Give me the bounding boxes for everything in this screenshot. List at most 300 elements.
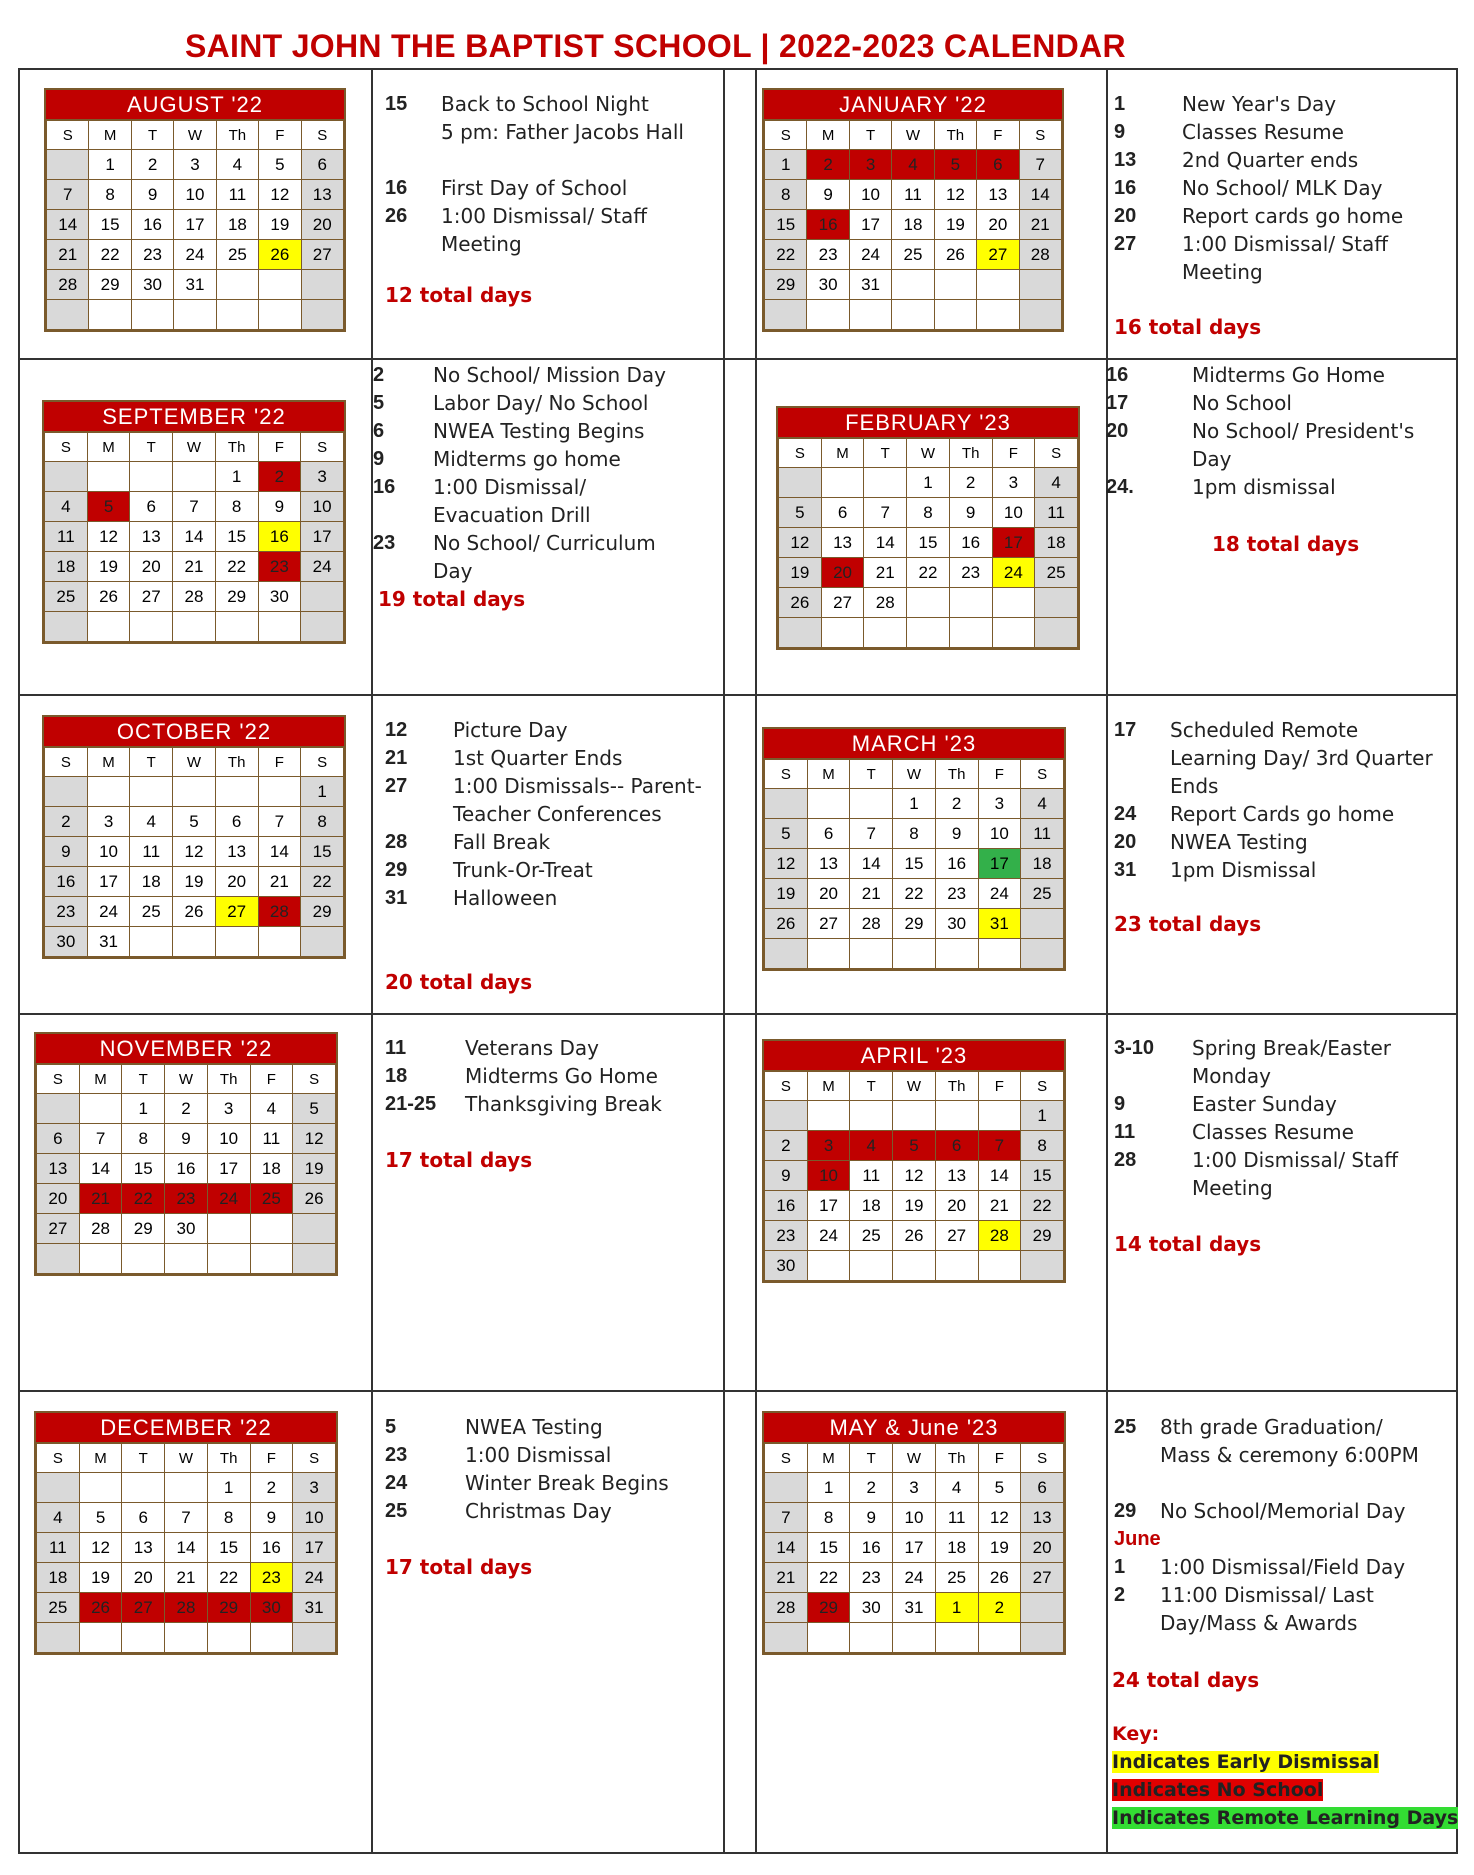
event-row [385,1413,669,1441]
event-date [1114,258,1182,286]
day-cell: 1 [1021,1101,1064,1131]
day-cell: 5 [978,1473,1021,1503]
day-cell: 5 [293,1094,336,1124]
day-cell: 11 [892,180,934,210]
day-cell: 4 [130,807,173,837]
event-date: 5 [385,1416,397,1438]
day-cell [935,1251,978,1281]
day-cell: 30 [45,927,88,957]
day-cell: 26 [259,240,301,270]
day-cell: 24 [978,879,1021,909]
day-cell: 13 [935,1161,978,1191]
event-row [1114,1469,1419,1497]
day-cell: 13 [122,1533,165,1563]
event-row [1114,174,1403,202]
day-cell [1021,1623,1064,1653]
day-cell: 2 [250,1473,293,1503]
event-date: 15 [385,93,408,115]
weekday-header: Th [935,1072,978,1101]
day-cell: 9 [258,492,301,522]
weekday-header: S [37,1065,80,1094]
day-cell: 30 [850,1593,893,1623]
event-date: 24 [385,1472,408,1494]
day-cell: 1 [893,789,936,819]
day-cell [122,1623,165,1653]
day-cell: 14 [165,1533,208,1563]
event-row [1114,230,1403,258]
event-row [385,744,702,772]
event-date: 21-25 [385,1093,437,1115]
day-cell [131,300,173,330]
event-text: Classes Resume [1192,1120,1354,1144]
day-cell: 15 [1021,1161,1064,1191]
event-date: 20 [1106,420,1129,442]
day-cell: 29 [1021,1221,1064,1251]
event-date: 9 [1114,121,1126,143]
day-cell: 11 [1035,498,1078,528]
event-text: 1:00 Dismissal/ Staff [1182,232,1389,256]
day-cell: 13 [977,180,1019,210]
event-date: June [1114,1528,1161,1550]
weekday-header: W [165,1444,208,1473]
event-date: 27 [385,775,408,797]
event-row [1114,118,1403,146]
day-cell: 12 [259,180,301,210]
day-cell: 4 [37,1503,80,1533]
day-cell: 4 [45,492,88,522]
event-text: 1:00 Dismissal/ Staff [441,204,648,228]
weekday-header: Th [215,748,258,777]
day-cell [978,1251,1021,1281]
day-cell: 14 [765,1533,808,1563]
day-cell: 19 [978,1533,1021,1563]
total-days-february: 18 total days [1212,532,1360,556]
event-text: Ends [1170,774,1219,798]
day-cell: 24 [849,240,891,270]
day-cell: 11 [1021,819,1064,849]
weekday-header: S [1035,439,1078,468]
event-text: Spring Break/Easter [1192,1036,1391,1060]
day-cell: 12 [87,522,130,552]
event-date [1114,1441,1160,1469]
day-cell: 2 [978,1593,1021,1623]
weekday-header: T [850,1072,893,1101]
weekday-header: S [765,121,807,150]
event-date [1114,1609,1160,1637]
day-cell: 28 [765,1593,808,1623]
event-row [385,800,702,828]
day-cell: 2 [935,789,978,819]
day-cell: 10 [207,1124,250,1154]
day-cell: 8 [907,498,950,528]
event-text: Fall Break [453,830,551,854]
day-cell: 24 [174,240,216,270]
day-cell: 26 [293,1184,336,1214]
event-text: Christmas Day [465,1499,612,1523]
weekday-header: Th [207,1444,250,1473]
day-cell [301,612,344,642]
day-cell [1035,618,1078,648]
day-cell [892,300,934,330]
day-cell [79,1473,122,1503]
day-cell: 7 [1019,150,1061,180]
weekday-header: F [259,121,301,150]
day-cell: 25 [1021,879,1064,909]
event-row [1114,1525,1419,1553]
legend-early-dismissal: Indicates Early Dismissal [1112,1751,1380,1773]
day-cell: 16 [250,1533,293,1563]
day-cell: 31 [978,909,1021,939]
day-cell: 26 [978,1563,1021,1593]
day-cell [215,612,258,642]
month-header: MARCH '23 [764,729,1064,759]
legend-key [1112,1720,1458,1832]
event-row [373,557,666,585]
day-cell [807,1101,850,1131]
event-text: Monday [1192,1064,1271,1088]
weekday-header: F [978,1072,1021,1101]
day-cell: 18 [1035,528,1078,558]
weekday-header: T [122,1444,165,1473]
event-text: No School/ Curriculum [433,531,656,555]
event-date: 16 [1106,364,1129,386]
day-cell: 28 [978,1221,1021,1251]
day-cell: 18 [37,1563,80,1593]
event-date [385,146,441,174]
day-cell: 22 [215,552,258,582]
day-cell: 18 [892,210,934,240]
day-cell: 25 [935,1563,978,1593]
divider [371,68,373,1854]
day-cell: 14 [173,522,216,552]
day-cell: 6 [821,498,864,528]
day-cell: 19 [779,558,822,588]
event-date: 6 [373,420,385,442]
day-cell: 1 [765,150,807,180]
day-cell: 20 [301,210,343,240]
weekday-header: T [130,433,173,462]
month-header: AUGUST '22 [46,90,344,120]
events-august [385,90,684,258]
event-text: New Year's Day [1182,92,1337,116]
month-header: DECEMBER '22 [36,1413,336,1443]
event-text: 1pm dismissal [1192,475,1336,499]
day-cell: 7 [173,492,216,522]
day-cell: 5 [765,819,808,849]
day-cell: 16 [935,849,978,879]
events-may-june [1114,1413,1419,1637]
day-cell [250,1623,293,1653]
divider [755,68,757,1854]
day-cell: 20 [130,552,173,582]
day-cell: 22 [893,879,936,909]
day-cell: 30 [250,1593,293,1623]
day-cell [207,1623,250,1653]
day-cell: 22 [807,1563,850,1593]
day-cell [765,1473,808,1503]
day-cell [47,150,89,180]
day-cell [949,588,992,618]
event-date: 28 [385,831,408,853]
day-cell: 12 [934,180,976,210]
day-cell: 23 [250,1563,293,1593]
event-date: 11 [1114,1121,1136,1143]
day-cell [935,1623,978,1653]
event-date [385,118,441,146]
day-cell: 12 [978,1503,1021,1533]
day-cell: 26 [87,582,130,612]
day-cell [165,1623,208,1653]
day-cell: 23 [258,552,301,582]
divider [18,694,1458,696]
day-cell: 27 [821,588,864,618]
day-cell: 11 [935,1503,978,1533]
weekday-header: F [992,439,1035,468]
day-cell [37,1623,80,1653]
day-cell [87,777,130,807]
day-cell: 20 [977,210,1019,240]
weekday-header: T [850,760,893,789]
day-cell: 2 [949,468,992,498]
event-date: 16 [1114,177,1137,199]
event-text: 1:00 Dismissal/ [433,475,587,499]
event-text: Scheduled Remote [1170,718,1359,742]
day-cell [301,927,344,957]
month-header: NOVEMBER '22 [36,1034,336,1064]
event-date: 9 [1114,1093,1126,1115]
day-cell [907,588,950,618]
event-date: 1 [1114,1556,1126,1578]
weekday-header: W [173,748,216,777]
day-cell: 22 [1021,1191,1064,1221]
day-cell: 26 [779,588,822,618]
event-date: 25 [1114,1416,1137,1438]
events-november [385,1034,662,1118]
day-cell: 27 [1021,1563,1064,1593]
day-cell: 2 [45,807,88,837]
day-cell: 28 [850,909,893,939]
day-cell: 14 [79,1154,122,1184]
weekday-header: M [89,121,131,150]
month-calendar-march [762,727,1066,971]
weekday-header: W [893,760,936,789]
day-cell: 19 [87,552,130,582]
day-cell: 2 [765,1131,808,1161]
weekday-header: Th [215,433,258,462]
day-cell: 23 [165,1184,208,1214]
day-cell: 3 [174,150,216,180]
total-days-november: 17 total days [385,1148,533,1172]
day-cell: 24 [893,1563,936,1593]
day-cell: 21 [1019,210,1061,240]
day-cell: 23 [935,879,978,909]
day-cell [850,1623,893,1653]
day-cell: 17 [301,522,344,552]
month-grid [36,1443,336,1653]
day-cell: 20 [821,558,864,588]
events-september [373,361,666,585]
weekday-header: M [807,1072,850,1101]
day-cell: 2 [807,150,849,180]
day-cell: 22 [89,240,131,270]
total-days-september: 19 total days [378,587,526,611]
day-cell: 25 [250,1184,293,1214]
event-text: 1pm Dismissal [1170,858,1317,882]
day-cell [1021,1251,1064,1281]
day-cell [893,939,936,969]
day-cell: 28 [79,1214,122,1244]
weekday-header: T [122,1065,165,1094]
event-date [1114,744,1170,772]
day-cell [807,939,850,969]
day-cell: 23 [807,240,849,270]
day-cell: 8 [301,807,344,837]
day-cell [258,777,301,807]
month-calendar-october [42,715,346,959]
day-cell: 11 [850,1161,893,1191]
day-cell: 21 [864,558,907,588]
day-cell [165,1244,208,1274]
day-cell: 13 [301,180,343,210]
day-cell: 28 [47,270,89,300]
event-date: 25 [385,1500,408,1522]
day-cell [45,612,88,642]
day-cell: 16 [807,210,849,240]
day-cell: 17 [978,849,1021,879]
day-cell: 3 [207,1094,250,1124]
day-cell: 21 [765,1563,808,1593]
day-cell: 15 [765,210,807,240]
day-cell: 29 [893,909,936,939]
weekday-header: S [293,1444,336,1473]
month-header: OCTOBER '22 [44,717,344,747]
day-cell: 14 [864,528,907,558]
day-cell [978,939,1021,969]
event-row [1114,1581,1419,1609]
weekday-header: S [45,748,88,777]
weekday-header: W [907,439,950,468]
day-cell: 15 [215,522,258,552]
day-cell [907,618,950,648]
day-cell: 25 [45,582,88,612]
day-cell: 3 [293,1473,336,1503]
day-cell: 19 [259,210,301,240]
event-date [1106,445,1192,473]
day-cell: 24 [992,558,1035,588]
day-cell [992,618,1035,648]
day-cell [130,612,173,642]
day-cell [1021,1593,1064,1623]
day-cell [1021,939,1064,969]
day-cell: 26 [893,1221,936,1251]
month-grid [44,747,344,957]
day-cell: 1 [89,150,131,180]
day-cell: 19 [934,210,976,240]
weekday-header: W [173,433,216,462]
day-cell: 14 [47,210,89,240]
day-cell [1035,588,1078,618]
day-cell: 10 [849,180,891,210]
total-days-january: 16 total days [1114,315,1262,339]
event-row [373,473,666,501]
day-cell: 1 [122,1094,165,1124]
event-text: NWEA Testing Begins [433,419,645,443]
day-cell [79,1094,122,1124]
day-cell: 1 [807,1473,850,1503]
day-cell [293,1244,336,1274]
event-date: 31 [385,887,408,909]
day-cell [821,618,864,648]
day-cell: 9 [807,180,849,210]
event-date: 12 [385,719,408,741]
weekday-header: F [978,1444,1021,1473]
day-cell: 28 [173,582,216,612]
day-cell: 25 [216,240,258,270]
day-cell: 7 [47,180,89,210]
day-cell: 11 [45,522,88,552]
day-cell: 24 [293,1563,336,1593]
day-cell: 16 [258,522,301,552]
day-cell: 9 [131,180,173,210]
event-row [1114,856,1433,884]
month-grid [764,1443,1064,1653]
day-cell [765,1623,808,1653]
day-cell [215,777,258,807]
day-cell: 21 [47,240,89,270]
day-cell: 22 [207,1563,250,1593]
day-cell [864,618,907,648]
day-cell: 26 [765,909,808,939]
weekday-header: S [45,433,88,462]
event-date: 28 [1114,1149,1137,1171]
day-cell: 7 [978,1131,1021,1161]
day-cell: 9 [850,1503,893,1533]
day-cell: 12 [779,528,822,558]
weekday-header: S [47,121,89,150]
day-cell [207,1244,250,1274]
weekday-header: S [765,1444,808,1473]
day-cell: 12 [893,1161,936,1191]
day-cell: 30 [165,1214,208,1244]
weekday-header: M [807,1444,850,1473]
day-cell: 22 [765,240,807,270]
event-text: Day [1192,447,1232,471]
day-cell [977,270,1019,300]
month-header: APRIL '23 [764,1041,1064,1071]
day-cell [992,588,1035,618]
day-cell [807,300,849,330]
event-text: Halloween [453,886,558,910]
day-cell: 5 [779,498,822,528]
weekday-header: W [165,1065,208,1094]
total-days-august: 12 total days [385,283,533,307]
day-cell: 11 [216,180,258,210]
weekday-header: Th [935,1444,978,1473]
weekday-header: S [301,748,344,777]
event-row [373,529,666,557]
day-cell [893,1101,936,1131]
event-text: Winter Break Begins [465,1471,669,1495]
event-text: 1st Quarter Ends [453,746,623,770]
month-grid [44,432,344,642]
day-cell: 7 [165,1503,208,1533]
event-row [385,202,684,230]
event-row [385,146,684,174]
day-cell: 19 [893,1191,936,1221]
day-cell [978,1623,1021,1653]
day-cell: 25 [37,1593,80,1623]
event-row [385,1090,662,1118]
